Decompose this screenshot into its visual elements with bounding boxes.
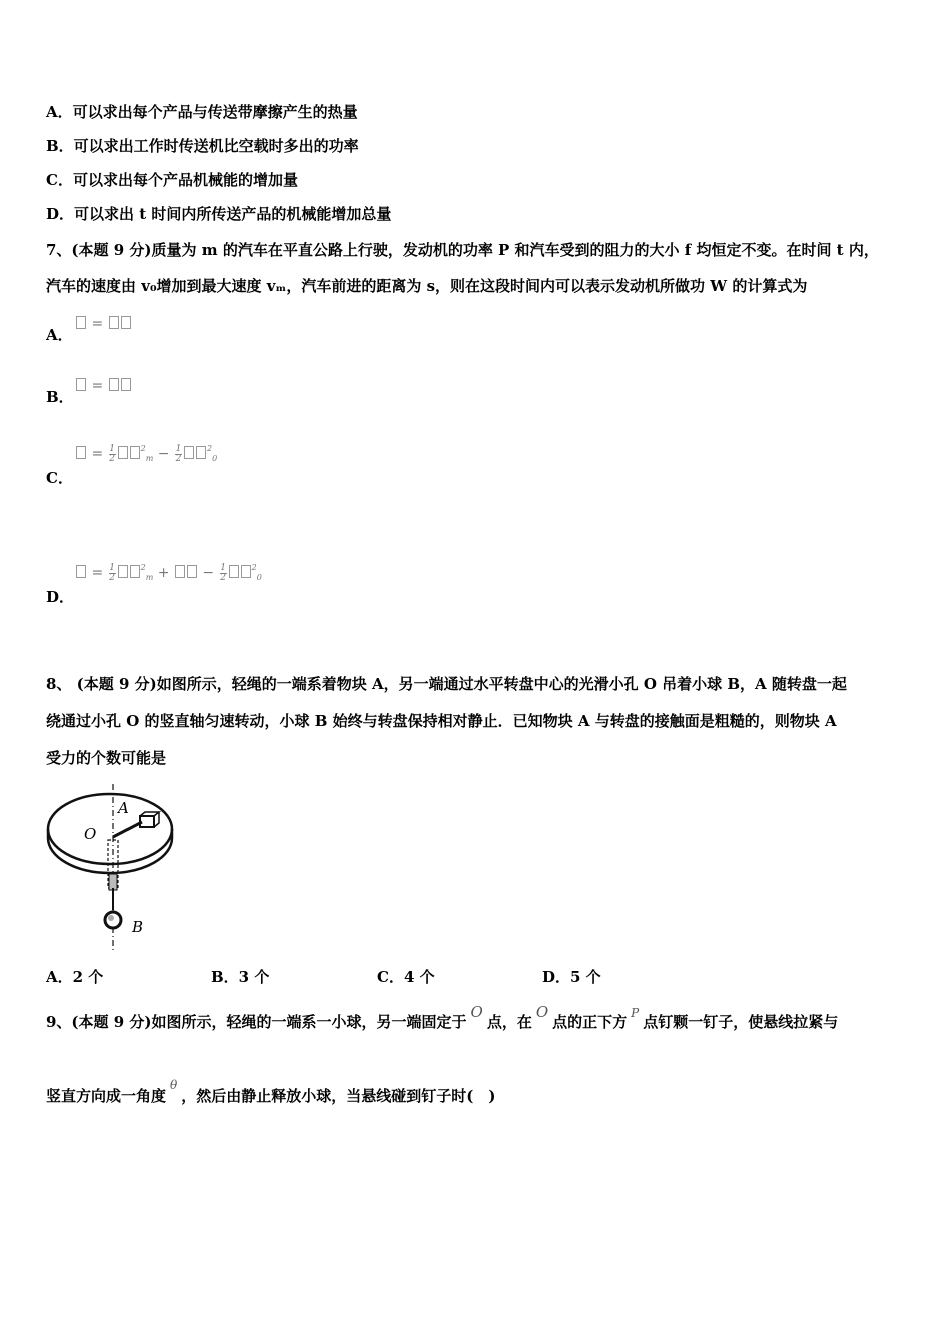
q8-stem-line2: 绕通过小孔 O 的竖直轴匀速转动，小球 B 始终与转盘保持相对静止．已知物块 A 与转盘的接触面是粗糙的，则物块 A (46, 712, 837, 730)
q7-formula-a: = (75, 316, 132, 332)
q8-answer-d: D．5 个 (542, 968, 601, 986)
q6-option-b: B．可以求出工作时传送机比空载时多出的功率 (46, 137, 359, 155)
q7-label-c: C． (46, 469, 73, 487)
turntable-figure (46, 782, 186, 954)
q8-stem-line3: 受力的个数可能是 (46, 749, 167, 767)
symbol-theta: θ (170, 1078, 178, 1092)
q8-answer-c: C．4 个 (377, 968, 435, 986)
figure-label-o: O (84, 825, 97, 843)
q7-formula-d: = $\frac{1}{2}$ $^2_m$ + − $\frac{1}{2}$ $^2_0$ (75, 563, 262, 583)
symbol-o-2: O (535, 1003, 549, 1021)
q8-answer-b: B．3 个 (211, 968, 270, 986)
symbol-o: O (470, 1003, 483, 1021)
q7-label-d: D． (46, 588, 75, 606)
q7-formula-c: = $\frac{1}{2}$ $^2_m$ − $\frac{1}{2}$ $^2_0$ (75, 444, 217, 464)
q9-stem-line2: 竖直方向成一角度$^\theta$，然后由静止释放小球，当悬线碰到钉子时( ) (46, 1078, 496, 1105)
q7-label-a: A． (46, 326, 73, 344)
q7-label-b: B． (46, 388, 74, 406)
q6-option-d: D．可以求出 t 时间内所传送产品的机械能增加总量 (46, 205, 392, 223)
q7-formula-b: = (75, 378, 132, 394)
q7-stem-line1: 7、(本题 9 分)质量为 m 的汽车在平直公路上行驶，发动机的功率 P 和汽车受到的阻力的大小 f 均恒定不变。在时间 t 内， (46, 241, 879, 259)
q9-stem-line1: 9、(本题 9 分)如图所示，轻绳的一端系一小球，另一端固定于O点，在O点的正下方 $^P$ 点钉颗一钉子，使悬线拉紧与 (46, 1003, 839, 1031)
turntable-disc (48, 794, 172, 864)
q8-stem-line1: 8、 (本题 9 分)如图所示，轻绳的一端系着物块 A，另一端通过水平转盘中心的光滑小孔 O 吊着小球 B，A 随转盘一起 (46, 675, 847, 693)
figure-label-a: A (118, 799, 129, 817)
q8-answer-a: A．2 个 (46, 968, 104, 986)
figure-label-b: B (132, 918, 144, 936)
q6-option-a: A．可以求出每个产品与传送带摩擦产生的热量 (46, 103, 358, 121)
symbol-p: P (631, 1006, 640, 1020)
q7-stem-line2: 汽车的速度由 v₀增加到最大速度 vₘ，汽车前进的距离为 s，则在这段时间内可以表示发动机所做功 W 的计算式为 (46, 277, 808, 295)
q6-option-c: C．可以求出每个产品机械能的增加量 (46, 171, 298, 189)
